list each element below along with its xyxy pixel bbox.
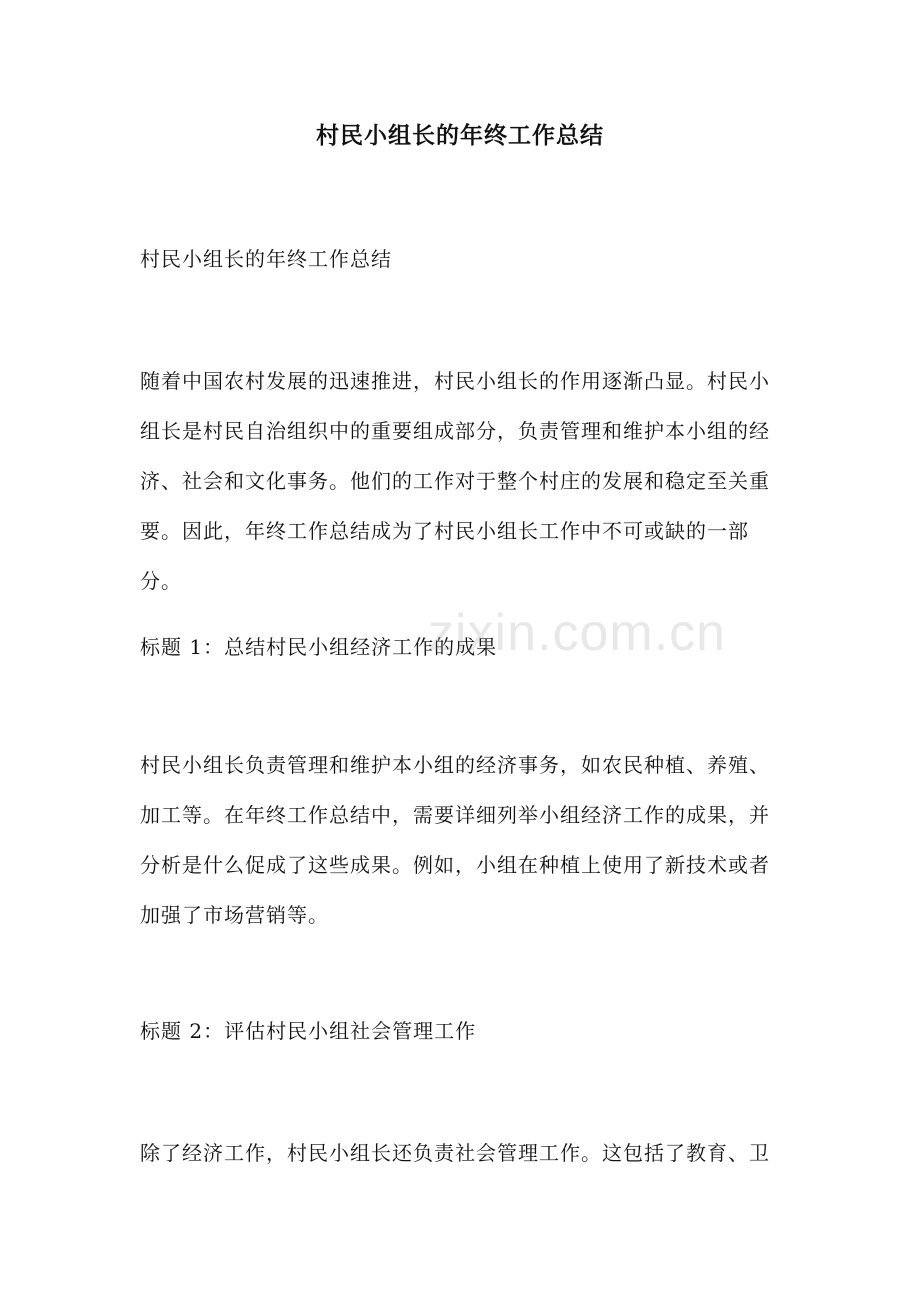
- watermark: zixin.com.cn: [428, 604, 727, 662]
- section-paragraph-1: 村民小组长负责管理和维护本小组的经济事务，如农民种植、养殖、加工等。在年终工作总结中，需要详细列举小组经济工作的成果，并分析是什么促成了这些成果。例如，小组在种植上使用了新技术或者加强了市场营销等。: [140, 753, 770, 927]
- document-subtitle: 村民小组长的年终工作总结: [140, 247, 392, 271]
- section-paragraph-2: 除了经济工作，村民小组长还负责社会管理工作。这包括了教育、卫: [140, 1141, 770, 1165]
- document-title: 村民小组长的年终工作总结: [316, 122, 604, 149]
- section-heading-2: 标题 2：评估村民小组社会管理工作: [140, 1019, 477, 1043]
- section-heading-1: 标题 1：总结村民小组经济工作的成果: [140, 635, 498, 659]
- intro-paragraph: 随着中国农村发展的迅速推进，村民小组长的作用逐渐凸显。村民小组长是村民自治组织中的重要组成部分，负责管理和维护本小组的经济、社会和文化事务。他们的工作对于整个村庄的发展和稳定至关重要。因此，年终工作总结成为了村民小组长工作中不可或缺的一部分。: [140, 369, 770, 593]
